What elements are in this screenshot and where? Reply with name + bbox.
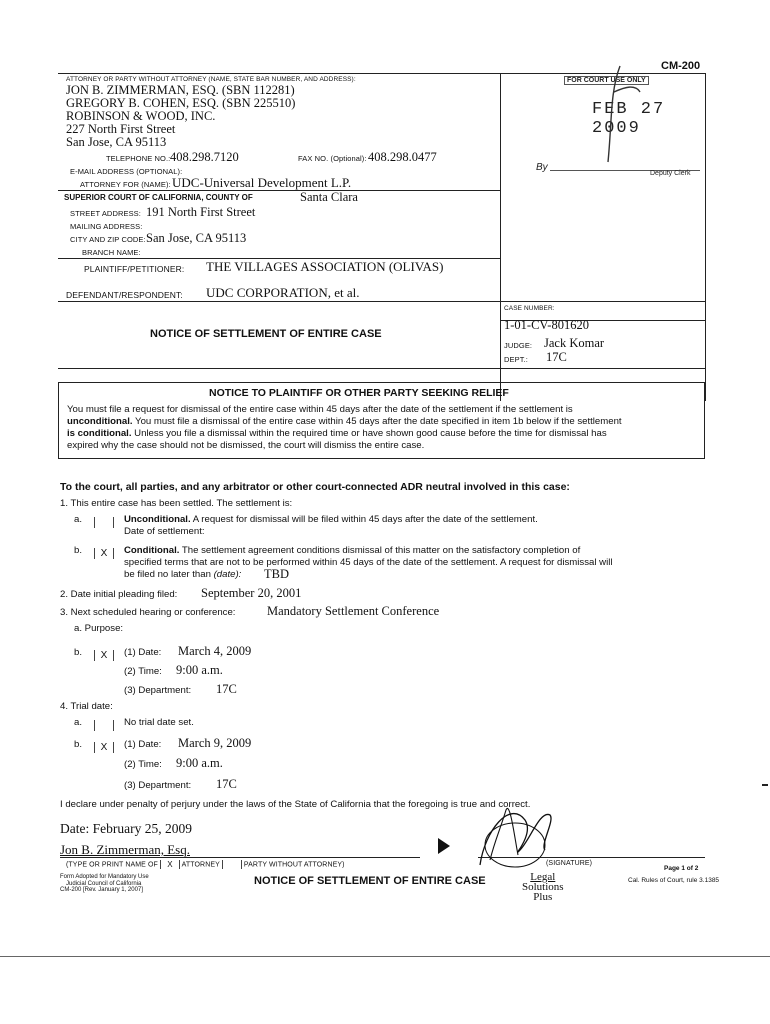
plaintiff-value: THE VILLAGES ASSOCIATION (OLIVAS) — [206, 259, 444, 274]
notice-line: unconditional. You must file a dismissal of the entire case within 45 days after the date specified in item 1b below if the settlement — [67, 416, 622, 427]
signature-date: Date: February 25, 2009 — [60, 821, 192, 836]
stamp-signature-scribble — [580, 62, 650, 177]
court-label: SUPERIOR COURT OF CALIFORNIA, COUNTY OF — [64, 193, 253, 202]
hearing-dept-value: 17C — [216, 682, 237, 696]
attorney-checkbox[interactable]: X — [160, 860, 180, 869]
defendant-value: UDC CORPORATION, et al. — [206, 285, 360, 300]
plaintiff-label: PLAINTIFF/PETITIONER: — [84, 264, 185, 274]
defendant-label: DEFENDANT/RESPONDENT: — [66, 290, 183, 300]
for-court-use-label: FOR COURT USE ONLY — [564, 76, 649, 85]
fax-value: 408.298.0477 — [368, 150, 437, 164]
trial-time-value: 9:00 a.m. — [176, 756, 223, 770]
item-3b-letter: b. — [74, 647, 83, 658]
street-label: STREET ADDRESS: — [70, 209, 141, 218]
city-label: CITY AND ZIP CODE: — [70, 235, 146, 244]
trial-date-value: March 9, 2009 — [178, 736, 252, 750]
attorney-for-label: ATTORNEY FOR (NAME): — [80, 180, 171, 189]
declaration-text: I declare under penalty of perjury under the laws of the State of California that the foregoing is true and correct. — [60, 799, 531, 810]
trial-time-label: (2) Time: — [124, 759, 162, 770]
signature-label: (SIGNATURE) — [546, 860, 593, 867]
fax-label: FAX NO. (Optional): — [298, 154, 367, 163]
mailing-label: MAILING ADDRESS: — [70, 222, 143, 231]
deputy-clerk-label: Deputy Clerk — [650, 170, 691, 177]
telephone-value: 408.298.7120 — [170, 150, 239, 164]
notice-box — [58, 382, 705, 459]
signer-name: Jon B. Zimmerman, Esq. — [60, 842, 190, 857]
legal-solutions-logo: Legal Solutions Plus — [522, 871, 564, 903]
document-title: NOTICE OF SETTLEMENT OF ENTIRE CASE — [150, 328, 382, 340]
attorney-line: JON B. ZIMMERMAN, ESQ. (SBN 112281) — [66, 83, 295, 97]
court-stamp — [520, 62, 700, 182]
street-value: 191 North First Street — [146, 205, 256, 219]
trial-date-checkbox[interactable]: X — [94, 739, 114, 757]
attorney-block — [66, 84, 295, 149]
item-1a-text: Unconditional. A request for dismissal will be filed within 45 days after the date of the settlement. — [124, 514, 538, 525]
item-1b-line3: be filed no later than (date): — [124, 569, 242, 580]
dismissal-date-value: TBD — [264, 567, 289, 581]
conditional-checkbox[interactable]: X — [94, 545, 114, 563]
footer-title: NOTICE OF SETTLEMENT OF ENTIRE CASE — [254, 875, 486, 887]
hearing-checkbox[interactable]: X — [94, 647, 114, 665]
to-court-heading: To the court, all parties, and any arbitrator or other court-connected ADR neutral involved in this case: — [60, 481, 570, 493]
attorney-for-value: UDC-Universal Development L.P. — [172, 175, 352, 190]
email-label: E-MAIL ADDRESS (OPTIONAL): — [70, 167, 183, 176]
notice-text — [67, 404, 702, 452]
judge-value: Jack Komar — [544, 336, 605, 350]
attorney-line: GREGORY B. COHEN, ESQ. (SBN 225510) — [66, 96, 296, 110]
item-1b-letter: b. — [74, 545, 83, 556]
attorney-line: San Jose, CA 95113 — [66, 135, 167, 149]
signature-scribble — [470, 790, 560, 870]
initial-pleading-date: September 20, 2001 — [201, 586, 302, 600]
hearing-time-value: 9:00 a.m. — [176, 663, 223, 677]
attorney-line: 227 North First Street — [66, 122, 176, 136]
hearing-date-value: March 4, 2009 — [178, 644, 252, 658]
court-county: Santa Clara — [300, 190, 358, 204]
city-value: San Jose, CA 95113 — [146, 231, 247, 245]
stamp-by: By — [536, 162, 548, 173]
notice-line: is conditional. Unless you file a dismissal within the required time or have shown good cause before the time for dismissal has — [67, 428, 607, 439]
purpose-label: a. Purpose: — [74, 623, 124, 634]
no-trial-text: No trial date set. — [124, 717, 194, 728]
unconditional-checkbox[interactable] — [94, 514, 114, 532]
item-4a-letter: a. — [74, 717, 83, 728]
party-checkbox[interactable] — [222, 860, 242, 869]
no-trial-checkbox[interactable] — [94, 717, 114, 735]
dept-label: DEPT.: — [504, 355, 528, 364]
notice-line: expired why the case should not be dismissed, the court will dismiss the entire case. — [67, 440, 425, 451]
settlement-date-label: Date of settlement: — [124, 526, 205, 537]
item-2-label: 2. Date initial pleading filed: — [60, 589, 178, 600]
notice-line: You must file a request for dismissal of the entire case within 45 days after the date of the settlement if the settlement is — [67, 404, 573, 415]
item-1b-text: Conditional. The settlement agreement conditions dismissal of this matter on the satisfactory completion of — [124, 545, 581, 556]
form-id: CM-200 — [661, 60, 701, 72]
type-print-label: (TYPE OR PRINT NAME OF X ATTORNEY PARTY WITHOUT ATTORNEY) — [66, 860, 345, 869]
attorney-line: ROBINSON & WOOD, INC. — [66, 109, 216, 123]
hearing-dept-label: (3) Department: — [124, 685, 192, 696]
trial-dept-label: (3) Department: — [124, 780, 192, 791]
case-number-label: CASE NUMBER: — [504, 305, 555, 312]
sign-here-arrow-icon — [438, 838, 450, 854]
branch-label: BRANCH NAME: — [82, 248, 141, 257]
trial-date-label: (1) Date: — [124, 739, 162, 750]
filed-date-stamp: FEB 27 2009 — [592, 100, 666, 138]
case-number: 1-01-CV-801620 — [504, 318, 589, 332]
next-hearing-value: Mandatory Settlement Conference — [267, 604, 440, 618]
item-1a-letter: a. — [74, 514, 83, 525]
hearing-date-label: (1) Date: — [124, 647, 162, 658]
page-number: Page 1 of 2 — [664, 865, 699, 872]
item-1b-line2: specified terms that are not to be performed within 45 days of the date of the settlement. A request for dismissal will — [124, 557, 613, 568]
item-4-label: 4. Trial date: — [60, 701, 113, 712]
item-4b-letter: b. — [74, 739, 83, 750]
item-1: 1. This entire case has been settled. The settlement is: — [60, 498, 293, 509]
item-3-label: 3. Next scheduled hearing or conference: — [60, 607, 236, 618]
attorney-label: ATTORNEY OR PARTY WITHOUT ATTORNEY (NAME, STATE BAR NUMBER, AND ADDRESS): — [66, 76, 356, 83]
hearing-time-label: (2) Time: — [124, 666, 162, 677]
dept-value: 17C — [546, 350, 567, 364]
form-adoption-info: Form Adopted for Mandatory Use Judicial Council of California CM-200 [Rev. January 1, 2007] — [60, 874, 149, 893]
rules-reference: Cal. Rules of Court, rule 3.1385 — [628, 877, 720, 884]
notice-heading: NOTICE TO PLAINTIFF OR OTHER PARTY SEEKING RELIEF — [209, 387, 509, 399]
trial-dept-value: 17C — [216, 777, 237, 791]
telephone-label: TELEPHONE NO.: — [106, 154, 171, 163]
judge-label: JUDGE: — [504, 341, 533, 350]
